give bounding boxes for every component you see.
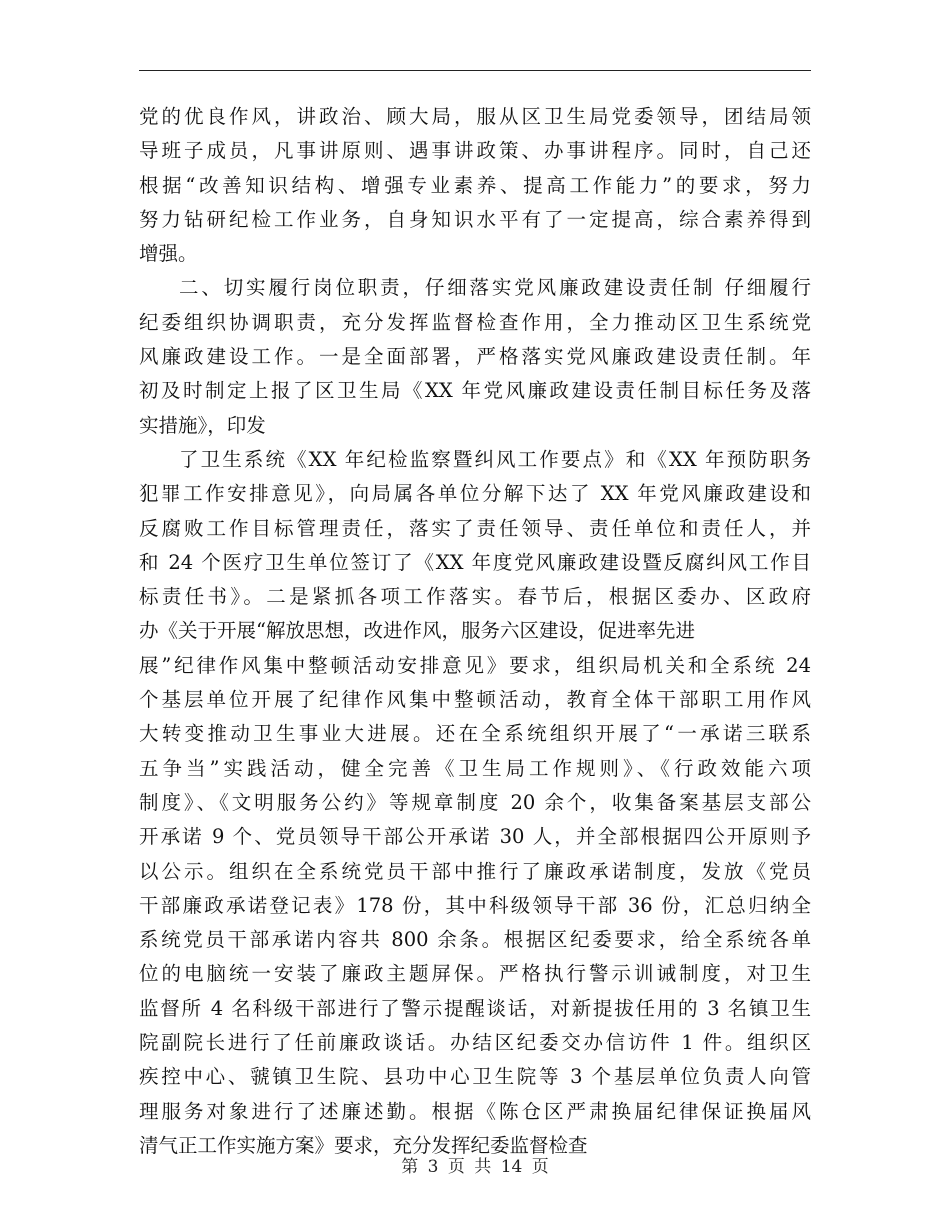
text-line: 展”纪律作风集中整顿活动安排意见》要求，组织局机关和全系统 24 bbox=[139, 653, 811, 677]
text-line: 实措施》，印发 bbox=[139, 413, 266, 437]
text-line: 反腐败工作目标管理责任，落实了责任领导、责任单位和责任人，并 bbox=[139, 516, 811, 540]
text-line: 开承诺 9 个、党员领导干部公开承诺 30 人，并全部根据四公开原则予 bbox=[139, 825, 811, 849]
text-line: 了卫生系统《XX 年纪检监察暨纠风工作要点》和《XX 年预防职务 bbox=[179, 447, 811, 471]
text-line: 位的电脑统一安装了廉政主题屏保。严格执行警示训诫制度，对卫生 bbox=[139, 962, 811, 986]
text-line: 监督所 4 名科级干部进行了警示提醒谈话，对新提拔任用的 3 名镇卫生 bbox=[139, 996, 811, 1020]
text-line: 系统党员干部承诺内容共 800 余条。根据区纪委要求，给全系统各单 bbox=[139, 928, 811, 952]
header-rule bbox=[139, 70, 811, 71]
text-line: 努力钻研纪检工作业务，自身知识水平有了一定提高，综合素养得到 bbox=[139, 207, 811, 231]
text-line: 院副院长进行了任前廉政谈话。办结区纪委交办信访件 1 件。组织区 bbox=[139, 1031, 811, 1055]
text-line: 根据“改善知识结构、增强专业素养、提高工作能力”的要求，努力 bbox=[139, 173, 811, 197]
text-line: 理服务对象进行了述廉述勤。根据《陈仓区严肃换届纪律保证换届风 bbox=[139, 1099, 811, 1123]
text-line: 初及时制定上报了区卫生局《XX 年党风廉政建设责任制目标任务及落 bbox=[139, 379, 811, 403]
text-line: 五争当”实践活动，健全完善《卫生局工作规则》、《行政效能六项 bbox=[139, 756, 811, 780]
text-line: 办《关于开展“解放思想，改进作风，服务六区建设，促进率先进 bbox=[139, 619, 695, 643]
document-body bbox=[139, 100, 811, 1163]
text-line: 党的优良作风，讲政治、顾大局，服从区卫生局党委领导，团结局领 bbox=[139, 105, 811, 128]
text-line: 导班子成员，凡事讲原则、遇事讲政策、办事讲程序。同时，自己还 bbox=[139, 139, 811, 163]
text-line: 二、切实履行岗位职责，仔细落实党风廉政建设责任制 仔细履行 bbox=[179, 276, 811, 300]
text-line: 增强。 bbox=[139, 242, 198, 266]
text-line: 大转变推动卫生事业大进展。还在全系统组织开展了“一承诺三联系 bbox=[139, 722, 811, 746]
text-line: 以公示。组织在全系统党员干部中推行了廉政承诺制度，发放《党员 bbox=[139, 859, 811, 883]
text-line: 和 24 个医疗卫生单位签订了《XX 年度党风廉政建设暨反腐纠风工作目 bbox=[139, 550, 811, 574]
text-line: 个基层单位开展了纪律作风集中整顿活动，教育全体干部职工用作风 bbox=[139, 688, 811, 712]
text-line: 标责任书》。二是紧抓各项工作落实。春节后，根据区委办、区政府 bbox=[139, 585, 811, 609]
text-line: 纪委组织协调职责，充分发挥监督检查作用，全力推动区卫生系统党 bbox=[139, 310, 811, 334]
page-number: 第 3 页 共 14 页 bbox=[401, 1157, 549, 1177]
text-line: 犯罪工作安排意见》，向局属各单位分解下达了 XX 年党风廉政建设和 bbox=[139, 482, 811, 506]
text-line: 干部廉政承诺登记表》178 份，其中科级领导干部 36 份，汇总归纳全 bbox=[139, 893, 811, 917]
text-line: 风廉政建设工作。一是全面部署，严格落实党风廉政建设责任制。年 bbox=[139, 345, 811, 369]
text-line: 制度》、《文明服务公约》等规章制度 20 余个，收集备案基层支部公 bbox=[139, 790, 811, 814]
text-line: 清气正工作实施方案》要求，充分发挥纪委监督检查 bbox=[139, 1133, 588, 1157]
text-line: 疾控中心、虢镇卫生院、县功中心卫生院等 3 个基层单位负责人向管 bbox=[139, 1065, 811, 1089]
